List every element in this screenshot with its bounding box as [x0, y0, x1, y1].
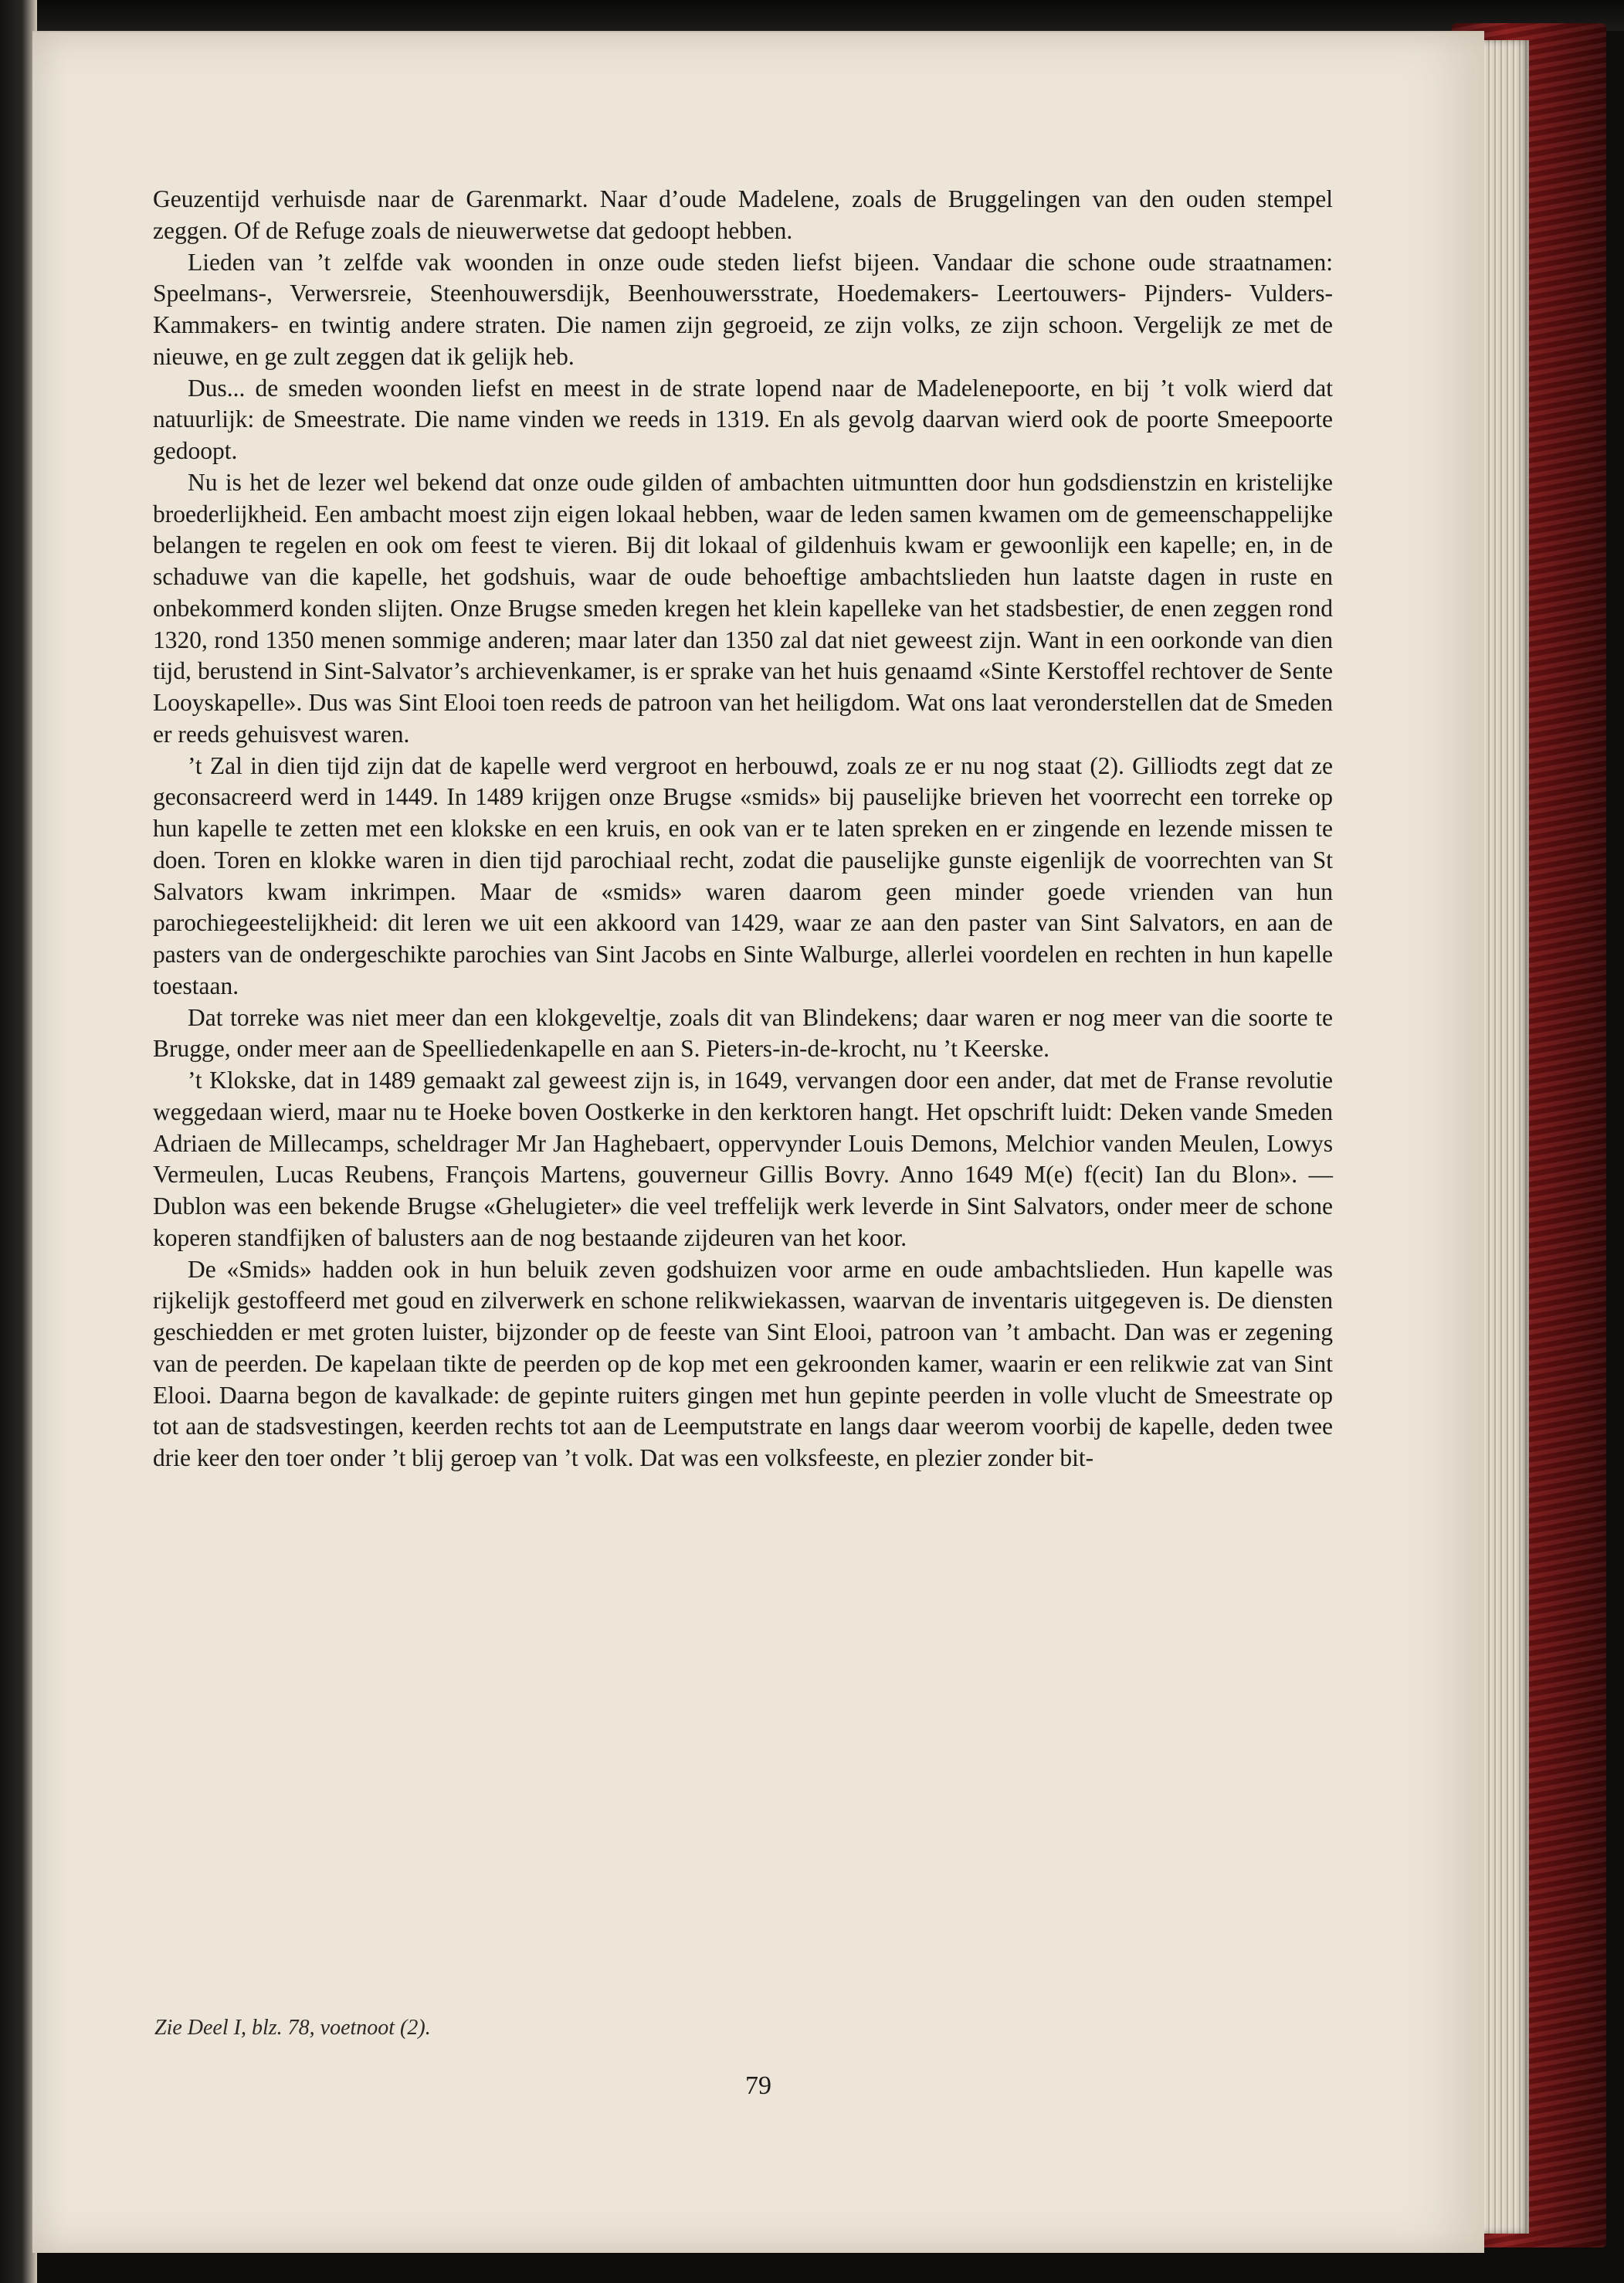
footnote: Zie Deel I, blz. 78, voetnoot (2). [154, 2016, 431, 2040]
binding-edge [0, 0, 37, 2283]
paragraph: Geuzentijd verhuisde naar de Garenmarkt. Naar d’oude Madelene, zoals de Bruggelingen van den ouden stempel zeggen. Of de Refuge zoals de nieuwerwetse dat gedoopt hebben. [153, 185, 1333, 244]
page-number: 79 [745, 2071, 771, 2100]
body-text [153, 184, 1333, 1474]
book-page [32, 31, 1484, 2253]
scan-top-border [0, 0, 1624, 31]
paragraph: Dus... de smeden woonden liefst en meest in de strate lopend naar de Madelenepoorte, en bij ’t volk wierd dat natuurlijk: de Smeestrate. Die name vinden we reeds in 1319. En als gevolg daarvan wierd ook de poorte Smeepoorte gedoopt. [153, 374, 1333, 464]
paragraph: Lieden van ’t zelfde vak woonden in onze oude steden liefst bijeen. Vandaar die schone oude straatnamen: Speelmans-, Verwersreie, Steenhouwersdijk, Beenhouwersstrate, Hoedemakers- Leertouwers- Pijnders- Vulders- Kammakers- en twintig andere straten. Die namen zijn gegroeid, ze zijn volks, ze zijn schoon. Vergelijk ze met de nieuwe, en ge zult zeggen dat ik gelijk heb. [153, 248, 1333, 370]
paragraph: Nu is het de lezer wel bekend dat onze oude gilden of ambachten uitmuntten door hun godsdienstzin en kristelijke broederlijkheid. Een ambacht moest zijn eigen lokaal hebben, waar de leden samen kwamen om de gemeenschappelijke belangen te regelen en ook om feest te vieren. Bij dit lokaal of gildenhuis kwam er gewoonlijk een kapelle; en, in de schaduwe van die kapelle, het godshuis, waar de oude behoeftige ambachtslieden hun laatste dagen in ruste en onbekommerd konden slijten. Onze Brugse smeden kregen het klein kapelleke van het stadsbestier, de enen zeggen rond 1320, rond 1350 menen sommige anderen; maar later dan 1350 zal dat niet geweest zijn. Want in een oorkonde van dien tijd, berustend in Sint-Salvator’s archievenkamer, is er sprake van het huis genaamd «Sinte Kerstoffel rechtover de Sente Looyskapelle». Dus was Sint Elooi toen reeds de patroon van het heiligdom. Wat ons laat veronderstellen dat de Smeden er reeds gehuisvest waren. [153, 468, 1333, 748]
paragraph: Dat torreke was niet meer dan een klokgeveltje, zoals dit van Blindekens; daar waren er nog meer van die soorte te Brugge, onder meer aan de Speelliedenkapelle en aan S. Pieters-in-de-krocht, nu ’t Keerske. [153, 1003, 1333, 1063]
paragraph: ’t Klokske, dat in 1489 gemaakt zal geweest zijn is, in 1649, vervangen door een ander, dat met de Franse revolutie weggedaan wierd, maar nu te Hoeke boven Oostkerke in den kerktoren hangt. Het opschrift luidt: Deken vande Smeden Adriaen de Millecamps, scheldrager Mr Jan Haghebaert, oppervynder Louis Demons, Melchior vanden Meulen, Lowys Vermeulen, Lucas Reubens, François Martens, gouverneur Gillis Bovry. Anno 1649 M(e) f(ecit) Ian du Blon». — Dublon was een bekende Brugse «Ghelugieter» die veel treffelijk werk leverde in Sint Salvators, onder meer de schone koperen standfijken of balusters aan de nog bestaande zijdeuren van het koor. [153, 1067, 1333, 1251]
paragraph: ’t Zal in dien tijd zijn dat de kapelle werd vergroot en herbouwd, zoals ze er nu nog staat (2). Gilliodts zegt dat ze geconsacreerd werd in 1449. In 1489 krijgen onze Brugse «smids» bij pauselijke brieven het voorrecht een torreke op hun kapelle te zetten met een klokske en een kruis, en ook van er te laten spreken en er zingende en lezende missen te doen. Toren en klokke waren in dien tijd parochiaal recht, zodat die pauselijke gunste eigenlijk de voorrechten van St Salvators kwam inkrimpen. Maar de «smids» waren daarom geen minder goede vrienden van hun parochiegeestelijkheid: dit leren we uit een akkoord van 1429, waar ze aan den paster van Sint Salvators, en aan de pasters van de ondergeschikte parochies van Sint Jacobs en Sinte Walburge, allerlei voordelen en rechten in hun kapelle toestaan. [153, 751, 1333, 999]
paragraph: De «Smids» hadden ook in hun beluik zeven godshuizen voor arme en oude ambachtslieden. Hun kapelle was rijkelijk gestoffeerd met goud en zilverwerk en schone relikwiekassen, waarvan de inventaris uitgegeven is. De diensten geschiedden er met groten luister, bijzonder op de feeste van Sint Elooi, patroon van ’t ambacht. Dan was er zegening van de peerden. De kapelaan tikte de peerden op de kop met een gekroonden kamer, waarin er een relikwie zat van Sint Elooi. Daarna begon de kavalkade: de gepinte ruiters gingen met hun gepinte peerden in volle vlucht de Smeestrate op tot aan de stadsvestingen, keerden rechts tot aan de Leemputstrate en langs daar weerom voorbij de kapelle, deden twee drie keer den toer onder ’t blij geroep van ’t volk. Dat was een volksfeeste, en plezier zonder bit- [153, 1255, 1333, 1471]
